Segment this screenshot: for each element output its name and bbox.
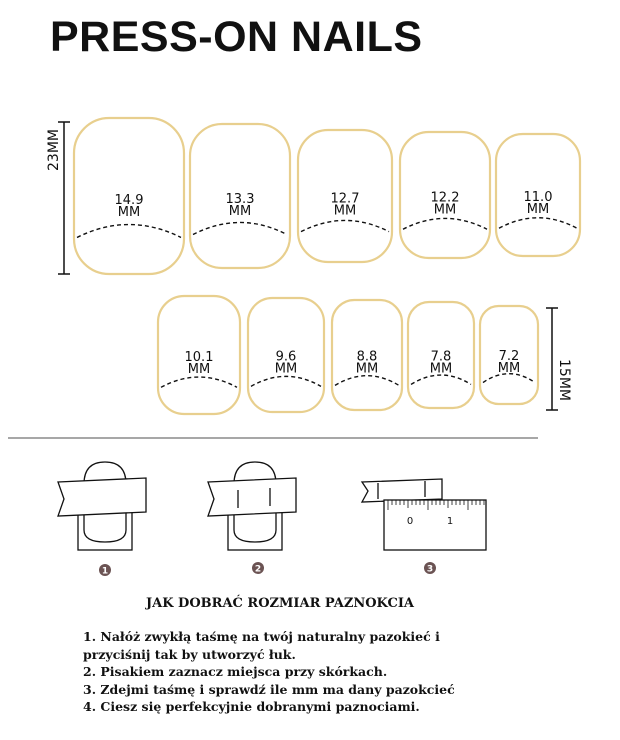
nail-size-unit: MM (333, 203, 357, 219)
nail-row1-4 (400, 132, 490, 258)
nail-size-value: 8.8 (356, 349, 378, 365)
nail-size-unit: MM (355, 361, 379, 377)
nail-size-unit: MM (274, 361, 298, 377)
nail-row2-1 (158, 296, 240, 414)
nail-size-value: 10.1 (184, 349, 214, 365)
instructions-heading: JAK DOBRAĆ ROZMIAR PAZNOKCIA (146, 596, 414, 611)
nail-size-unit: MM (433, 202, 457, 218)
step-badge-3 (424, 562, 436, 575)
step-badge-2 (252, 562, 264, 575)
height-dimension (46, 122, 70, 274)
ruler-mark-0: 0 (406, 516, 414, 527)
nail-size-value: 12.2 (430, 190, 460, 206)
ruler (384, 500, 486, 550)
nail-row1-5 (496, 134, 580, 256)
nail-row2-2 (248, 298, 324, 412)
length-dimension (546, 308, 572, 410)
nail-size-unit: MM (497, 360, 521, 376)
ruler-mark-1: 1 (446, 516, 454, 527)
nail-size-unit: MM (526, 202, 550, 218)
instruction-line: 3. Zdejmi taśmę i sprawdź ile mm ma dany pazokcieć (83, 681, 455, 697)
nail-row2-5 (480, 306, 538, 404)
nail-size-unit: MM (117, 204, 141, 220)
nail-size-value: 11.0 (523, 190, 553, 206)
length-dimension-label: 15MM (556, 359, 572, 401)
nail-row2-4 (408, 302, 474, 408)
instruction-line: 1. Nałóż zwykłą taśmę na twój naturalny pazokieć i (83, 629, 440, 644)
height-dimension-label: 23MM (46, 129, 62, 171)
step-1-illustration (58, 462, 146, 550)
nail-size-unit: MM (187, 361, 211, 377)
nail-row1-1 (74, 118, 184, 274)
nail-size-unit: MM (228, 204, 252, 220)
nail-size-value: 7.8 (430, 349, 452, 365)
page-title: PRESS-ON NAILS (50, 13, 423, 61)
nail-size-unit: MM (429, 361, 453, 377)
nail-row2-3 (332, 300, 402, 410)
nail-shapes (74, 118, 580, 414)
step-badge-1 (99, 564, 111, 577)
nail-size-value: 13.3 (225, 192, 255, 208)
instruction-line: 2. Pisakiem zaznacz miejsca przy skórkach. (83, 664, 388, 679)
instructions-list (83, 628, 455, 716)
instruction-line: przyciśnij tak by utworzyć łuk. (83, 646, 296, 662)
step-badge-3-number: 3 (426, 564, 434, 575)
nail-size-value: 12.7 (330, 191, 360, 207)
nail-size-value: 14.9 (114, 192, 144, 208)
step-2-illustration (208, 462, 296, 550)
nail-size-value: 7.2 (498, 348, 520, 364)
step-3-illustration (362, 479, 486, 550)
step-badge-2-number: 2 (254, 564, 262, 575)
instruction-line: 4. Ciesz się perfekcyjnie dobranymi paznociami. (83, 699, 420, 714)
nail-size-value: 9.6 (275, 349, 297, 365)
step-badge-1-number: 1 (101, 566, 109, 577)
nail-row1-3 (298, 130, 392, 262)
nail-row1-2 (190, 124, 290, 268)
